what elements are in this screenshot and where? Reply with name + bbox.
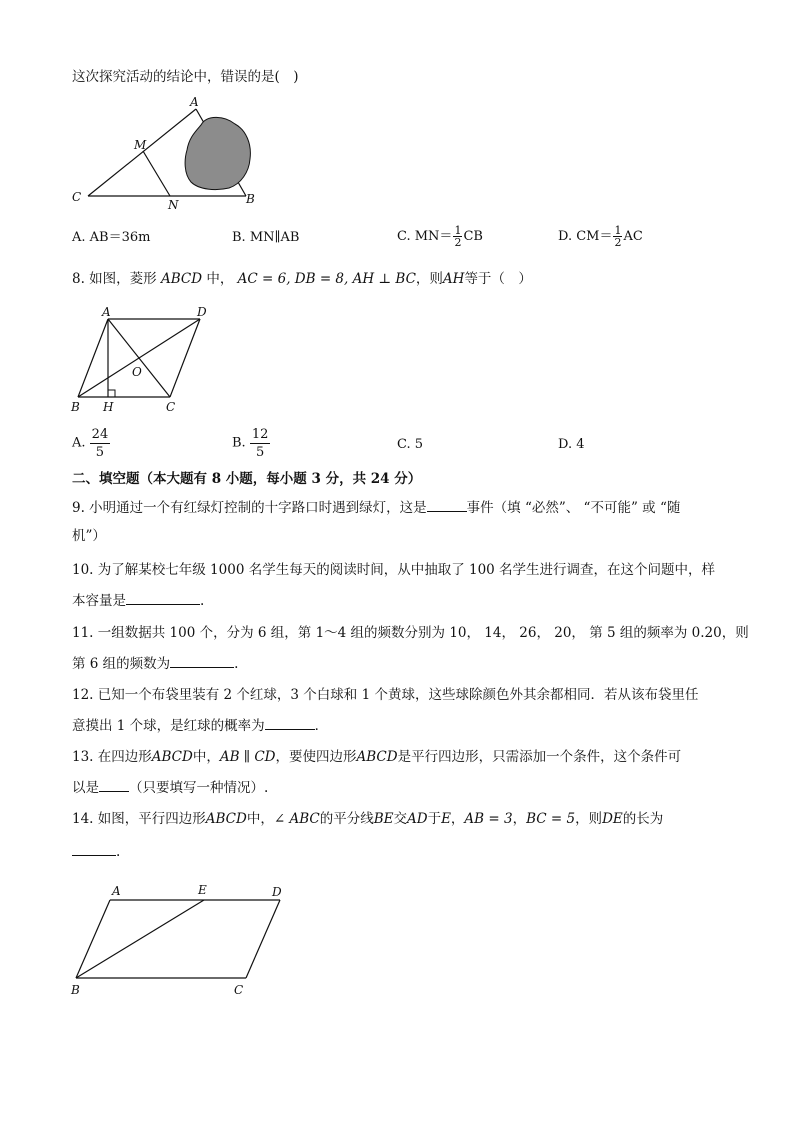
q13-text-d: 是平行四边形，只需添加一个条件，这个条件可 [397,749,682,765]
q7-option-a: A. AB＝36m [72,230,151,245]
q9-line1 [72,498,680,517]
q10-answer-blank[interactable] [126,591,200,605]
q12-text-b: ． [314,718,329,734]
q13-text-b: 中， [192,749,220,765]
q11-text-a: 第 6 组的频数为 [72,656,171,672]
q14-bc: BC = 5 [526,811,576,827]
q13-shape-2: ABCD [356,749,398,765]
q7-option-d [558,225,643,248]
q8-stem-target: AH [442,271,465,287]
q14-text-e: 于 [427,811,442,827]
q9-text-b: 事件（填 “必然”、 “不可能” 或 “随 [466,500,681,516]
label-C: C [166,400,176,414]
q8-stem-prefix: 8. 如图，菱形 [72,271,157,287]
q14-text-f: ， [450,811,465,827]
q12-line1: 12. 已知一个布袋里装有 2 个红球，3 个白球和 1 个黄球，这些球除颜色外其余都相同．若从该布袋里任 [72,687,699,703]
q7-option-d-denominator: 2 [614,236,622,249]
q8-option-a [72,426,110,461]
q11-line1: 11. 一组数据共 100 个，分为 6 组，第 1～4 组的频数分别为 10， 14， 26， 20， 第 5 组的频率为 0.20，则 [72,625,749,641]
q7-option-d-numerator: 1 [614,224,622,237]
q13-condition: AB ∥ CD [219,749,276,765]
q8-option-a-prefix: A. [72,435,86,451]
q14-text-a: 14. 如图，平行四边形 [72,811,206,827]
q14-ab: AB = 3 [464,811,513,827]
q13-line1 [72,748,681,766]
q11-text-b: . [234,656,239,672]
q8-stem-condition: AC = 6, DB = 8, AH ⊥ BC [237,271,416,287]
q12-answer-blank[interactable] [265,716,315,730]
label-A: A [190,95,199,109]
label-D: D [272,885,282,899]
q14-text-d: 交 [393,811,407,827]
q14-point-e: E [441,811,451,827]
q11-answer-blank[interactable] [170,654,234,668]
q8-option-b [232,426,270,461]
q14-text-j: . [116,844,121,860]
label-C: C [72,190,82,204]
q8-option-b-fraction [250,426,271,461]
label-C: C [234,983,244,997]
q9-line2: 机”） [72,528,106,544]
label-D: D [197,305,207,319]
q14-text-g: ， [512,811,527,827]
q8-stem-suffix: 等于（ ） [464,271,532,287]
q8-option-b-denominator: 5 [255,445,265,460]
q7-stem: 这次探究活动的结论中，错误的是( ) [72,69,299,85]
q14-figure [66,876,296,1001]
q7-option-c-denominator: 2 [454,236,462,249]
q14-answer-blank[interactable] [72,842,116,856]
q12-line2 [72,716,328,735]
q8-stem-then: ，则 [415,271,443,287]
q14-text-h: ，则 [575,811,603,827]
q11-line2 [72,654,238,673]
q14-angle: ∠ ABC [273,811,320,827]
q7-option-c [397,225,483,248]
q14-be: BE [373,811,394,827]
q13-answer-blank[interactable] [99,778,129,792]
q7-figure [60,92,270,217]
q14-de: DE [602,811,623,827]
q7-option-d-fraction [613,225,622,248]
q14-text-b: 中， [246,811,274,827]
label-B: B [71,983,80,997]
q9-answer-blank[interactable] [427,498,467,512]
q13-text-f: （只要填写一种情况）. [129,780,269,796]
q14-text-c: 的平分线 [319,811,374,827]
q8-option-b-prefix: B. [232,435,246,451]
q7-option-d-suffix: AC [623,229,643,244]
q8-option-c: C. 5 [397,437,424,452]
q10-text-a: 本容量是 [72,593,126,609]
q10-line2 [72,591,204,610]
q13-text-c: ，要使四边形 [275,749,357,765]
q8-option-a-numerator: 24 [91,427,109,442]
label-E: E [198,883,207,897]
q8-stem-mid: 中， [206,271,234,287]
label-M: M [134,138,147,152]
q7-option-c-numerator: 1 [454,224,462,237]
q10-line1: 10. 为了解某校七年级 1000 名学生每天的阅读时间，从中抽取了 100 名学生进行调查，在这个问题中，样 [72,562,716,578]
label-H: H [103,400,114,414]
label-B: B [71,400,80,414]
label-N: N [168,198,179,212]
label-A: A [102,305,111,319]
q8-option-a-fraction [90,426,111,461]
q7-option-d-prefix: D. CM＝ [558,229,613,244]
q13-text-a: 13. 在四边形 [72,749,152,765]
q7-option-b: B. MN∥AB [232,230,300,245]
q12-text-a: 意摸出 1 个球，是红球的概率为 [72,718,265,734]
q13-line2 [72,778,268,797]
q7-option-c-prefix: C. MN＝ [397,229,453,244]
q8-figure [66,303,226,418]
q14-line1 [72,810,663,828]
section-title: 二、填空题（本大题有 8 小题，每小题 3 分，共 24 分） [72,471,422,487]
label-B: B [246,192,255,206]
q8-stem-shape: ABCD [160,271,203,287]
q13-text-e: 以是 [72,780,99,796]
q8-option-d: D. 4 [558,437,585,452]
q14-line2 [72,842,120,861]
label-A: A [112,884,121,898]
label-O: O [132,365,142,379]
q10-text-b: . [200,593,205,609]
q13-shape: ABCD [151,749,193,765]
q14-shape: ABCD [205,811,247,827]
q8-option-a-denominator: 5 [95,445,105,460]
q8-option-b-numerator: 12 [251,427,269,442]
pond-blob [185,117,250,189]
q7-option-c-fraction [453,225,462,248]
q7-option-c-suffix: CB [463,229,483,244]
q9-text-a: 9. 小明通过一个有红绿灯控制的十字路口时遇到绿灯，这是 [72,500,427,516]
q14-text-i: 的长为 [622,811,664,827]
q8-stem [72,270,532,288]
q14-ad: AD [406,811,428,827]
